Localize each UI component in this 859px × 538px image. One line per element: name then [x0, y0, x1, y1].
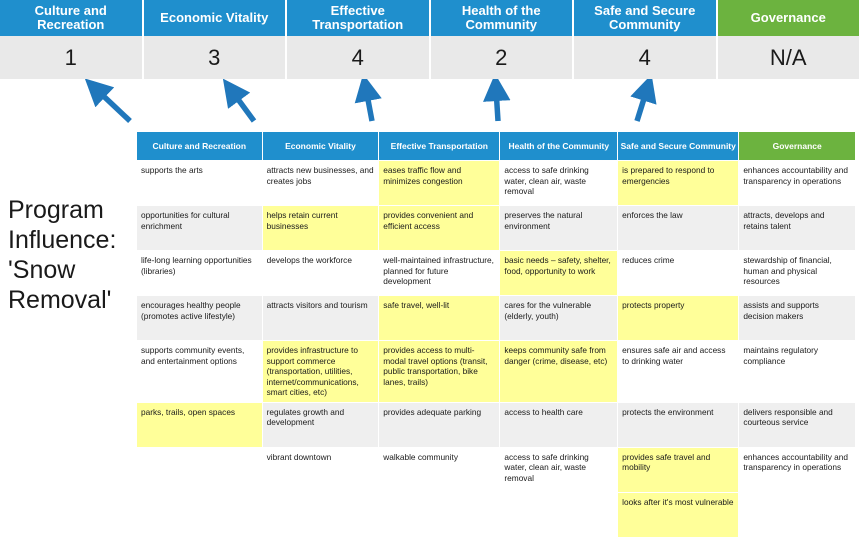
matrix-cell: access to health care	[500, 402, 618, 447]
matrix-cell: stewardship of financial, human and physical resources	[739, 251, 856, 296]
scorecard-header-effective-transportation	[287, 0, 431, 36]
table-row	[137, 447, 856, 492]
table-row	[137, 296, 856, 341]
arrow-up-effective-transportation	[366, 89, 372, 121]
arrow-group	[0, 79, 859, 131]
matrix-cell: safe travel, well-lit	[379, 296, 500, 341]
matrix-cell: provides convenient and efficient access	[379, 206, 500, 251]
table-row	[137, 161, 856, 206]
caption-line-3: 'Snow	[8, 255, 136, 285]
scorecard-header-safe-and-secure-community	[574, 0, 718, 36]
scorecard-header-culture-and-recreation	[0, 0, 144, 36]
arrow-up-culture-and-recreation	[96, 89, 130, 121]
matrix-cell	[500, 492, 618, 537]
matrix-cell: enhances accountability and transparency in operations	[739, 447, 856, 492]
score-safe-and-secure-community: 4	[574, 36, 718, 79]
matrix-cell: provides safe travel and mobility	[618, 447, 739, 492]
matrix-cell: cares for the vulnerable (elderly, youth)	[500, 296, 618, 341]
caption-line-1: Program	[8, 195, 136, 225]
matrix-cell: helps retain current businesses	[262, 206, 379, 251]
score-health-of-the-community: 2	[431, 36, 575, 79]
scorecard-score-row	[0, 36, 859, 79]
scorecard-header-label: Economic Vitality	[160, 11, 268, 25]
matrix-cell: preserves the natural environment	[500, 206, 618, 251]
matrix-cell: provides adequate parking	[379, 402, 500, 447]
matrix-header-governance: Governance	[739, 132, 856, 161]
scorecard-header	[0, 0, 859, 79]
matrix-cell: protects property	[618, 296, 739, 341]
matrix-header-effective-transportation: Effective Transportation	[379, 132, 500, 161]
matrix-cell: delivers responsible and courteous service	[739, 402, 856, 447]
matrix-cell: vibrant downtown	[262, 447, 379, 492]
matrix-cell: ensures safe air and access to drinking water	[618, 341, 739, 403]
scorecard-header-health-of-the-community	[431, 0, 575, 36]
table-row	[137, 251, 856, 296]
matrix-cell: supports community events, and entertainment options	[137, 341, 263, 403]
matrix-cell: attracts new businesses, and creates jobs	[262, 161, 379, 206]
matrix-cell: develops the workforce	[262, 251, 379, 296]
matrix-cell: life-long learning opportunities (libraries)	[137, 251, 263, 296]
table-row	[137, 206, 856, 251]
matrix-header-health-of-the-community: Health of the Community	[500, 132, 618, 161]
scorecard-header-governance	[718, 0, 859, 36]
score-effective-transportation: 4	[287, 36, 431, 79]
matrix-cell: enforces the law	[618, 206, 739, 251]
matrix-cell: access to safe drinking water, clean air, waste removal	[500, 161, 618, 206]
matrix-header-row	[137, 132, 856, 161]
matrix-cell: supports the arts	[137, 161, 263, 206]
scorecard-header-label: Safe and Secure Community	[577, 4, 713, 32]
score-culture-and-recreation: 1	[0, 36, 144, 79]
matrix-cell: encourages healthy people (promotes active lifestyle)	[137, 296, 263, 341]
matrix-cell: maintains regulatory compliance	[739, 341, 856, 403]
matrix-cell: protects the environment	[618, 402, 739, 447]
score-governance: N/A	[718, 36, 859, 79]
matrix-body	[137, 161, 856, 538]
scorecard-header-economic-vitality	[144, 0, 288, 36]
influence-matrix	[136, 131, 856, 538]
matrix-cell: walkable community	[379, 447, 500, 492]
matrix-cell: provides access to multi-modal travel options (transit, public transportation, bike lanes, trails)	[379, 341, 500, 403]
matrix-cell	[137, 447, 263, 492]
table-row	[137, 341, 856, 403]
matrix-cell: eases traffic flow and minimizes congestion	[379, 161, 500, 206]
matrix-cell	[137, 492, 263, 537]
matrix-cell: regulates growth and development	[262, 402, 379, 447]
matrix-header-culture-and-recreation: Culture and Recreation	[137, 132, 263, 161]
table-row	[137, 492, 856, 537]
matrix-cell	[379, 492, 500, 537]
matrix-cell	[739, 492, 856, 537]
scorecard-header-row	[0, 0, 859, 36]
table-row	[137, 402, 856, 447]
arrow-up-safe-and-secure-community	[637, 89, 647, 121]
caption-line-4: Removal'	[8, 285, 136, 315]
matrix-header-safe-and-secure-community: Safe and Secure Community	[618, 132, 739, 161]
page-title	[8, 195, 136, 315]
matrix-cell: attracts visitors and tourism	[262, 296, 379, 341]
arrow-up-economic-vitality	[232, 91, 254, 121]
matrix-cell: parks, trails, open spaces	[137, 402, 263, 447]
scorecard-header-label: Governance	[751, 11, 826, 25]
matrix-cell: reduces crime	[618, 251, 739, 296]
matrix-cell: is prepared to respond to emergencies	[618, 161, 739, 206]
scorecard-header-label: Effective Transportation	[290, 4, 426, 32]
matrix-cell: provides infrastructure to support commerce (transportation, utilities, internet/communications, smart cities, etc)	[262, 341, 379, 403]
matrix-cell: attracts, develops and retains talent	[739, 206, 856, 251]
matrix-cell: opportunities for cultural enrichment	[137, 206, 263, 251]
arrow-up-health-of-the-community	[496, 89, 498, 121]
scorecard-header-label: Health of the Community	[434, 4, 570, 32]
matrix-cell: looks after it's most vulnerable	[618, 492, 739, 537]
matrix-cell: keeps community safe from danger (crime, disease, etc)	[500, 341, 618, 403]
matrix-cell: basic needs – safety, shelter, food, opportunity to work	[500, 251, 618, 296]
matrix-cell	[262, 492, 379, 537]
matrix-cell: enhances accountability and transparency in operations	[739, 161, 856, 206]
matrix-cell: assists and supports decision makers	[739, 296, 856, 341]
matrix-header-economic-vitality: Economic Vitality	[262, 132, 379, 161]
scorecard-header-label: Culture and Recreation	[3, 4, 139, 32]
score-economic-vitality: 3	[144, 36, 288, 79]
matrix-cell: well-maintained infrastructure, planned for future development	[379, 251, 500, 296]
caption-line-2: Influence:	[8, 225, 136, 255]
matrix-cell: access to safe drinking water, clean air, waste removal	[500, 447, 618, 492]
